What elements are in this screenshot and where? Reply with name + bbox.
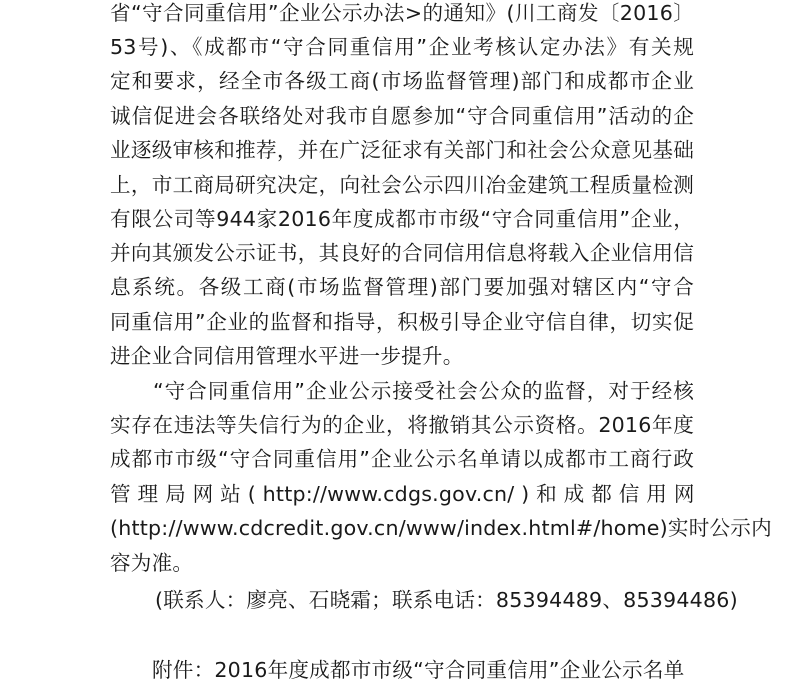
body-text-line-6: 上，市工商局研究决定，向社会公示四川冶金建筑工程质量检测 xyxy=(110,173,694,197)
body-text-line-2: 53号)、《成都市“守合同重信用”企业考核认定办法》有关规 xyxy=(110,35,694,59)
body-text-line-7: 有限公司等944家2016年度成都市市级“守合同重信用”企业， xyxy=(110,207,694,231)
body-text-line-16: (http://www.cdcredit.gov.cn/www/index.html#/home)实时公示内 xyxy=(110,516,772,540)
body-text-line-13: 实存在违法等失信行为的企业，将撤销其公示资格。2016年度 xyxy=(110,413,694,437)
body-text-line-5: 业逐级审核和推荐，并在广泛征求有关部门和社会公众意见基础 xyxy=(110,138,694,162)
body-text-line-11: 进企业合同信用管理水平进一步提升。 xyxy=(110,344,464,368)
body-text-line-15: 管 理 局 网 站 ( http://www.cdgs.gov.cn/ ) 和 成 都 信 用 网 xyxy=(110,482,695,506)
body-text-line-12: “守合同重信用”企业公示接受社会公众的监督，对于经核 xyxy=(153,379,694,403)
body-text-line-3: 定和要求，经全市各级工商(市场监督管理)部门和成都市企业 xyxy=(110,69,694,93)
body-text-line-9: 息系统。各级工商(市场监督管理)部门要加强对辖区内“守合 xyxy=(110,275,694,299)
attachment-line: 附件：2016年度成都市市级“守合同重信用”企业公示名单 xyxy=(152,658,685,682)
body-text-line-14: 成都市市级“守合同重信用”企业公示名单请以成都市工商行政 xyxy=(110,447,694,471)
body-text-line-8: 并向其颁发公示证书，其良好的合同信用信息将载入企业信用信 xyxy=(110,241,694,265)
body-text-line-17: 容为准。 xyxy=(110,551,194,575)
body-text-line-4: 诚信促进会各联络处对我市自愿参加“守合同重信用”活动的企 xyxy=(110,104,694,128)
body-text-line-1: 省“守合同重信用”企业公示办法>的通知》(川工商发〔2016〕 xyxy=(110,1,694,25)
body-text-line-10: 同重信用”企业的监督和指导，积极引导企业守信自律，切实促 xyxy=(110,310,694,334)
contact-line: (联系人：廖亮、石晓霜；联系电话：85394489、85394486) xyxy=(155,588,738,612)
